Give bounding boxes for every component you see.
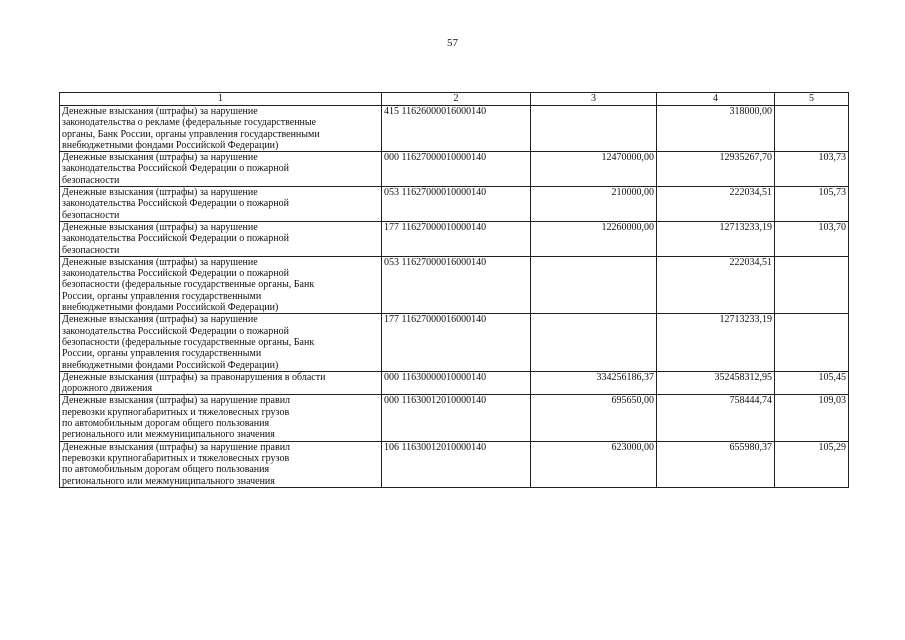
table-row	[60, 256, 849, 313]
column-header: 5	[775, 93, 849, 106]
column-header: 3	[531, 93, 657, 106]
row-percent: 109,03	[775, 395, 849, 441]
row-code: 053 11627000010000140	[382, 187, 531, 222]
row-plan-amount: 12260000,00	[531, 221, 657, 256]
row-code: 106 11630012010000140	[382, 441, 531, 487]
table-header-row	[60, 93, 849, 106]
row-description: Денежные взыскания (штрафы) за нарушение законодательства Российской Федерации о пожарной безопасности	[60, 221, 382, 256]
column-header: 1	[60, 93, 382, 106]
row-description: Денежные взыскания (штрафы) за нарушение законодательства Российской Федерации о пожарной безопасности (федеральные государственные органы, Банк России, органы управления государственными внебюджетными фондами Российской Федерации)	[60, 314, 382, 371]
row-actual-amount: 352458312,95	[657, 371, 775, 395]
row-actual-amount: 758444,74	[657, 395, 775, 441]
table-body	[60, 93, 849, 488]
row-actual-amount: 12713233,19	[657, 314, 775, 371]
column-header: 4	[657, 93, 775, 106]
row-description: Денежные взыскания (штрафы) за нарушение законодательства Российской Федерации о пожарной безопасности (федеральные государственные органы, Банк России, органы управления государственными внебюджетными фондами Российской Федерации)	[60, 256, 382, 313]
row-code: 000 11630000010000140	[382, 371, 531, 395]
row-actual-amount: 655980,37	[657, 441, 775, 487]
row-code: 415 11626000016000140	[382, 106, 531, 152]
row-percent	[775, 106, 849, 152]
row-plan-amount: 623000,00	[531, 441, 657, 487]
row-actual-amount: 12935267,70	[657, 152, 775, 187]
row-description: Денежные взыскания (штрафы) за правонарушения в области дорожного движения	[60, 371, 382, 395]
row-description: Денежные взыскания (штрафы) за нарушение правил перевозки крупногабаритных и тяжеловесных грузов по автомобильным дорогам общего пользования регионального или межмуниципального значения	[60, 441, 382, 487]
row-plan-amount	[531, 106, 657, 152]
row-percent: 105,45	[775, 371, 849, 395]
row-plan-amount: 334256186,37	[531, 371, 657, 395]
row-plan-amount	[531, 314, 657, 371]
row-code: 177 11627000010000140	[382, 221, 531, 256]
row-actual-amount: 12713233,19	[657, 221, 775, 256]
row-description: Денежные взыскания (штрафы) за нарушение законодательства о рекламе (федеральные государственные органы, Банк России, органы управления государственными внебюджетными фондами Российской Федерации)	[60, 106, 382, 152]
row-code: 000 11627000010000140	[382, 152, 531, 187]
row-plan-amount: 12470000,00	[531, 152, 657, 187]
table-row	[60, 395, 849, 441]
row-description: Денежные взыскания (штрафы) за нарушение законодательства Российской Федерации о пожарной безопасности	[60, 152, 382, 187]
row-plan-amount: 695650,00	[531, 395, 657, 441]
revenue-table	[59, 92, 849, 488]
page-number: 57	[447, 37, 458, 49]
row-percent: 105,73	[775, 187, 849, 222]
table-row	[60, 371, 849, 395]
row-percent: 103,73	[775, 152, 849, 187]
row-code: 000 11630012010000140	[382, 395, 531, 441]
row-actual-amount: 222034,51	[657, 256, 775, 313]
table-row	[60, 441, 849, 487]
row-plan-amount	[531, 256, 657, 313]
row-percent: 103,70	[775, 221, 849, 256]
row-actual-amount: 318000,00	[657, 106, 775, 152]
table-row	[60, 221, 849, 256]
row-percent: 105,29	[775, 441, 849, 487]
row-percent	[775, 256, 849, 313]
row-description: Денежные взыскания (штрафы) за нарушение законодательства Российской Федерации о пожарной безопасности	[60, 187, 382, 222]
column-header: 2	[382, 93, 531, 106]
row-actual-amount: 222034,51	[657, 187, 775, 222]
table-row	[60, 106, 849, 152]
table-row	[60, 187, 849, 222]
row-code: 053 11627000016000140	[382, 256, 531, 313]
row-percent	[775, 314, 849, 371]
row-plan-amount: 210000,00	[531, 187, 657, 222]
table-row	[60, 152, 849, 187]
table-row	[60, 314, 849, 371]
row-description: Денежные взыскания (штрафы) за нарушение правил перевозки крупногабаритных и тяжеловесных грузов по автомобильным дорогам общего пользования регионального или межмуниципального значения	[60, 395, 382, 441]
row-code: 177 11627000016000140	[382, 314, 531, 371]
